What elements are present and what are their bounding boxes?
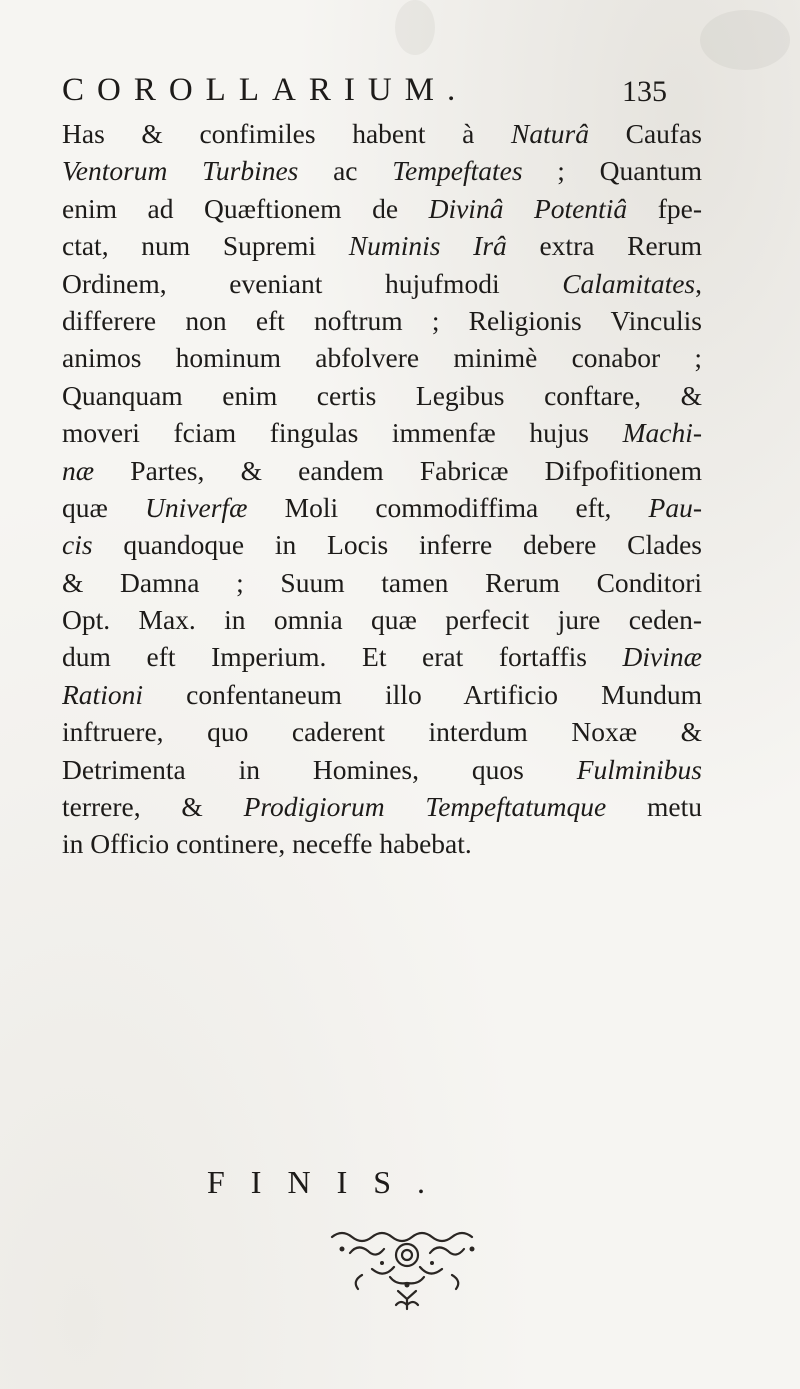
roman-text: fpe- bbox=[627, 192, 702, 224]
text-line bbox=[62, 190, 702, 227]
paper-stain bbox=[395, 0, 435, 55]
roman-text: quandoque in Locis inferre debere Clades bbox=[92, 529, 702, 561]
italic-text: Prodigiorum Tempeftatumque bbox=[243, 791, 607, 823]
paper-stain bbox=[700, 10, 790, 70]
roman-text: , bbox=[695, 267, 702, 299]
text-line bbox=[62, 825, 702, 862]
text-line bbox=[62, 489, 702, 526]
roman-text: Caufas bbox=[588, 118, 702, 149]
roman-text: ; Quantum bbox=[522, 155, 702, 187]
italic-text: Numinis Irâ bbox=[348, 230, 507, 262]
italic-text: Calamitates bbox=[562, 267, 696, 299]
italic-text: Tempeftates bbox=[392, 155, 523, 187]
finis-colophon: FINIS. bbox=[207, 1164, 452, 1200]
text-line bbox=[62, 713, 702, 750]
text-line bbox=[62, 601, 702, 638]
roman-text: ac bbox=[298, 155, 393, 187]
roman-text: quæ bbox=[62, 491, 146, 523]
printers-ornament bbox=[312, 1223, 502, 1313]
text-line bbox=[62, 526, 702, 563]
italic-text: Divinæ bbox=[622, 641, 702, 673]
roman-text: ctat, num Supremi bbox=[62, 230, 349, 262]
text-line bbox=[62, 452, 702, 489]
roman-text: enim ad Quæftionem de bbox=[62, 192, 429, 224]
page-header bbox=[62, 70, 702, 114]
roman-text: Ordinem, eveniant hujufmodi bbox=[62, 267, 563, 299]
roman-text: Moli commodiffima eft, bbox=[247, 491, 649, 523]
text-line bbox=[62, 339, 702, 376]
roman-text: confentaneum illo Artificio Mundum bbox=[142, 678, 702, 710]
text-line bbox=[62, 414, 702, 451]
roman-text: inftruere, quo caderent interdum Noxæ & bbox=[62, 716, 702, 748]
roman-text: Quanquam enim certis Legibus conftare, & bbox=[62, 379, 702, 411]
roman-text: Has & confimiles habent à bbox=[62, 118, 512, 149]
text-line bbox=[62, 377, 702, 414]
roman-text: Opt. Max. in omnia quæ perfecit jure ceden- bbox=[62, 604, 702, 636]
italic-text: Machi- bbox=[622, 417, 702, 449]
italic-text: cis bbox=[62, 529, 93, 561]
text-line bbox=[62, 152, 702, 189]
text-line bbox=[62, 564, 702, 601]
italic-text: Ventorum Turbines bbox=[62, 155, 299, 187]
text-line bbox=[62, 302, 702, 339]
text-line bbox=[62, 115, 702, 152]
roman-text: dum eft Imperium. Et erat fortaffis bbox=[62, 641, 623, 673]
roman-text: extra Rerum bbox=[506, 230, 702, 262]
roman-text: Partes, & eandem Fabricæ Difpofitionem bbox=[94, 454, 702, 486]
roman-text: in Officio continere, neceffe habebat. bbox=[62, 828, 472, 860]
body-paragraph bbox=[62, 115, 702, 863]
text-line bbox=[62, 265, 702, 302]
italic-text: Fulminibus bbox=[576, 753, 702, 785]
italic-text: Pau- bbox=[648, 491, 702, 523]
text-line bbox=[62, 751, 702, 788]
running-head: COROLLARIUM. bbox=[62, 72, 469, 108]
text-line bbox=[62, 638, 702, 675]
text-line bbox=[62, 676, 702, 713]
italic-text: næ bbox=[62, 454, 95, 486]
page-number: 135 bbox=[622, 75, 667, 108]
roman-text: animos hominum abfolvere minimè conabor ; bbox=[62, 342, 702, 374]
roman-text: metu bbox=[606, 791, 702, 823]
italic-text: Rationi bbox=[62, 678, 143, 710]
text-line bbox=[62, 788, 702, 825]
italic-text: Divinâ Potentiâ bbox=[428, 192, 628, 224]
italic-text: Univerfæ bbox=[145, 491, 248, 523]
roman-text: differere non eft noftrum ; Religionis Vinculis bbox=[62, 304, 702, 336]
roman-text: Detrimenta in Homines, quos bbox=[62, 753, 577, 785]
roman-text: moveri fciam fingulas immenfæ hujus bbox=[62, 417, 623, 449]
text-line bbox=[62, 227, 702, 264]
roman-text: terrere, & bbox=[62, 791, 244, 823]
italic-text: Naturâ bbox=[511, 118, 589, 149]
roman-text: & Damna ; Suum tamen Rerum Conditori bbox=[62, 566, 702, 598]
